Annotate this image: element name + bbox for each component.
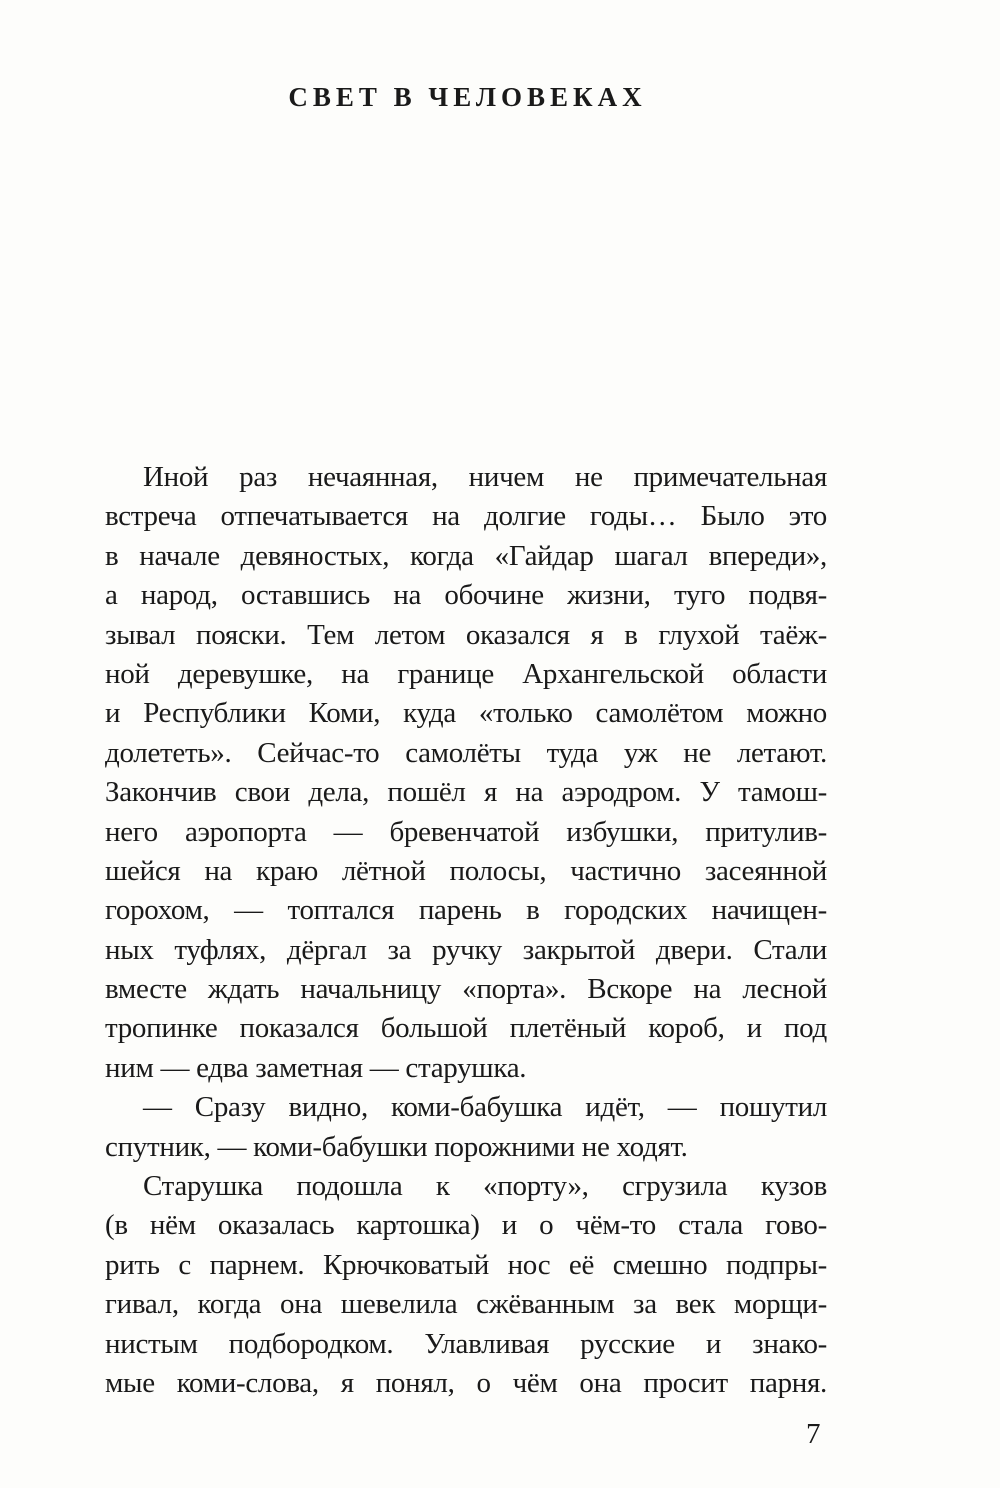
text-line: ним — едва заметная — старушка. xyxy=(105,1051,527,1084)
text-line: и Республики Коми, куда «только самолётом можно xyxy=(105,697,827,730)
text-line: долететь». Сейчас-то самолёты туда уж не летают. xyxy=(105,736,827,769)
text-line: нистым подбородком. Улавливая русские и знако- xyxy=(105,1327,827,1360)
text-line: Закончив свои дела, пошёл я на аэродром. У тамош- xyxy=(105,776,827,809)
text-line: рить с парнем. Крючковатый нос её смешно подпры- xyxy=(105,1248,827,1281)
text-line: Иной раз нечаянная, ничем не примечательная xyxy=(143,461,827,493)
text-line: шейся на краю лётной полосы, частично засеянной xyxy=(105,854,827,887)
text-line: Старушка подошла к «порту», сгрузила кузов xyxy=(143,1170,827,1203)
text-line: в начале девяностых, когда «Гайдар шагал впереди», xyxy=(105,539,827,572)
text-line: ной деревушке, на границе Архангельской области xyxy=(105,657,827,690)
page-number: 7 xyxy=(806,1418,821,1450)
text-line: вместе ждать начальницу «порта». Вскоре на лесной xyxy=(105,973,827,1006)
text-line: горохом, — топтался парень в городских начищен- xyxy=(105,894,827,927)
text-line: гивал, когда она шевелила сжёванным за век морщи- xyxy=(105,1288,827,1321)
text-line: встреча отпечатывается на долгие годы… Было это xyxy=(105,500,827,533)
text-line: тропинке показался большой плетёный короб, и под xyxy=(105,1012,827,1045)
text-line: спутник, — коми-бабушки порожними не ходят. xyxy=(105,1130,688,1163)
text-line: — Сразу видно, коми-бабушка идёт, — пошутил xyxy=(143,1091,827,1124)
text-line: него аэропорта — бревенчатой избушки, притулив- xyxy=(105,815,827,848)
chapter-title: СВЕТ В ЧЕЛОВЕКАХ xyxy=(288,82,647,112)
text-line: мые коми-слова, я понял, о чём она просит парня. xyxy=(105,1366,827,1399)
text-line: а народ, оставшись на обочине жизни, туго подвя- xyxy=(105,579,827,612)
text-line: зывал пояски. Тем летом оказался я в глухой таёж- xyxy=(105,618,827,651)
body-text xyxy=(105,458,827,1403)
text-line: (в нём оказалась картошка) и о чём-то стала гово- xyxy=(105,1209,827,1242)
text-line: ных туфлях, дёргал за ручку закрытой двери. Стали xyxy=(105,933,827,966)
